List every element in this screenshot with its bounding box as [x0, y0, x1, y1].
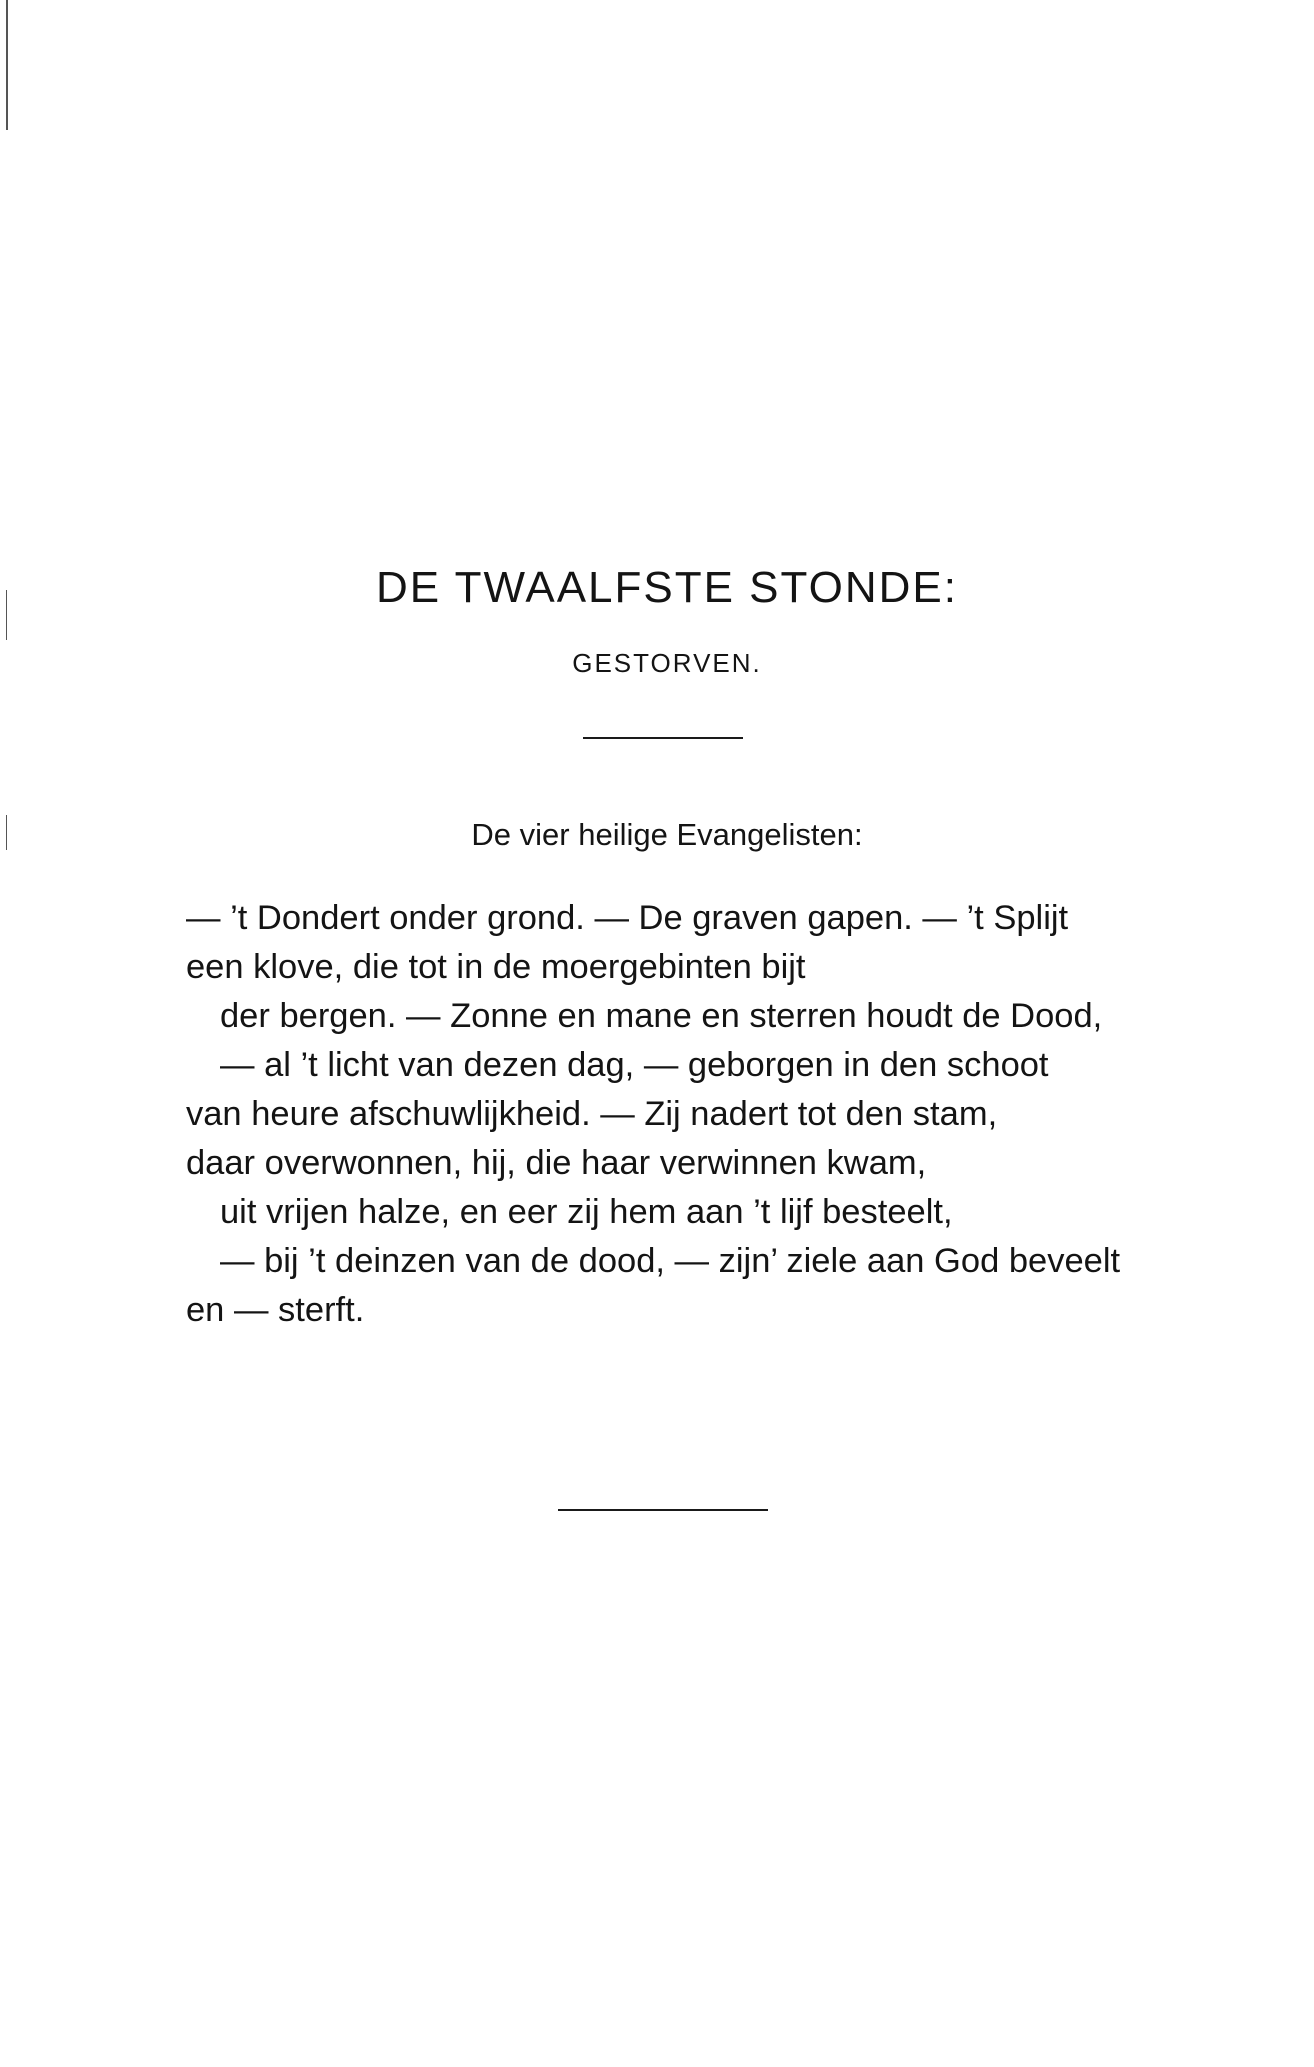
top-divider	[583, 737, 743, 739]
verse-line: uit vrijen halze, en eer zij hem aan ’t lijf besteelt,	[220, 1193, 953, 1231]
verse-line: van heure afschuwlijkheid. — Zij nadert tot den stam,	[186, 1095, 998, 1133]
margin-scan-mark	[6, 0, 8, 130]
chapter-title: DE TWAALFSTE STONDE:	[376, 563, 958, 612]
verse-line: een klove, die tot in de moergebinten bijt	[186, 948, 806, 986]
bottom-divider	[558, 1509, 768, 1511]
verse-line: — ’t Dondert onder grond. — De graven gapen. — ’t Splijt	[186, 899, 1069, 937]
chapter-subtitle: GESTORVEN.	[572, 648, 762, 678]
verse-line: en — sterft.	[186, 1291, 365, 1329]
verse-line: — al ’t licht van dezen dag, — geborgen in den schoot	[220, 1046, 1049, 1084]
verse-line: daar overwonnen, hij, die haar verwinnen kwam,	[186, 1144, 927, 1182]
speaker-heading: De vier heilige Evangelisten:	[471, 817, 863, 852]
verse-line: — bij ’t deinzen van de dood, — zijn’ ziele aan God beveelt	[220, 1242, 1121, 1280]
verse-line: der bergen. — Zonne en mane en sterren houdt de Dood,	[220, 997, 1103, 1035]
